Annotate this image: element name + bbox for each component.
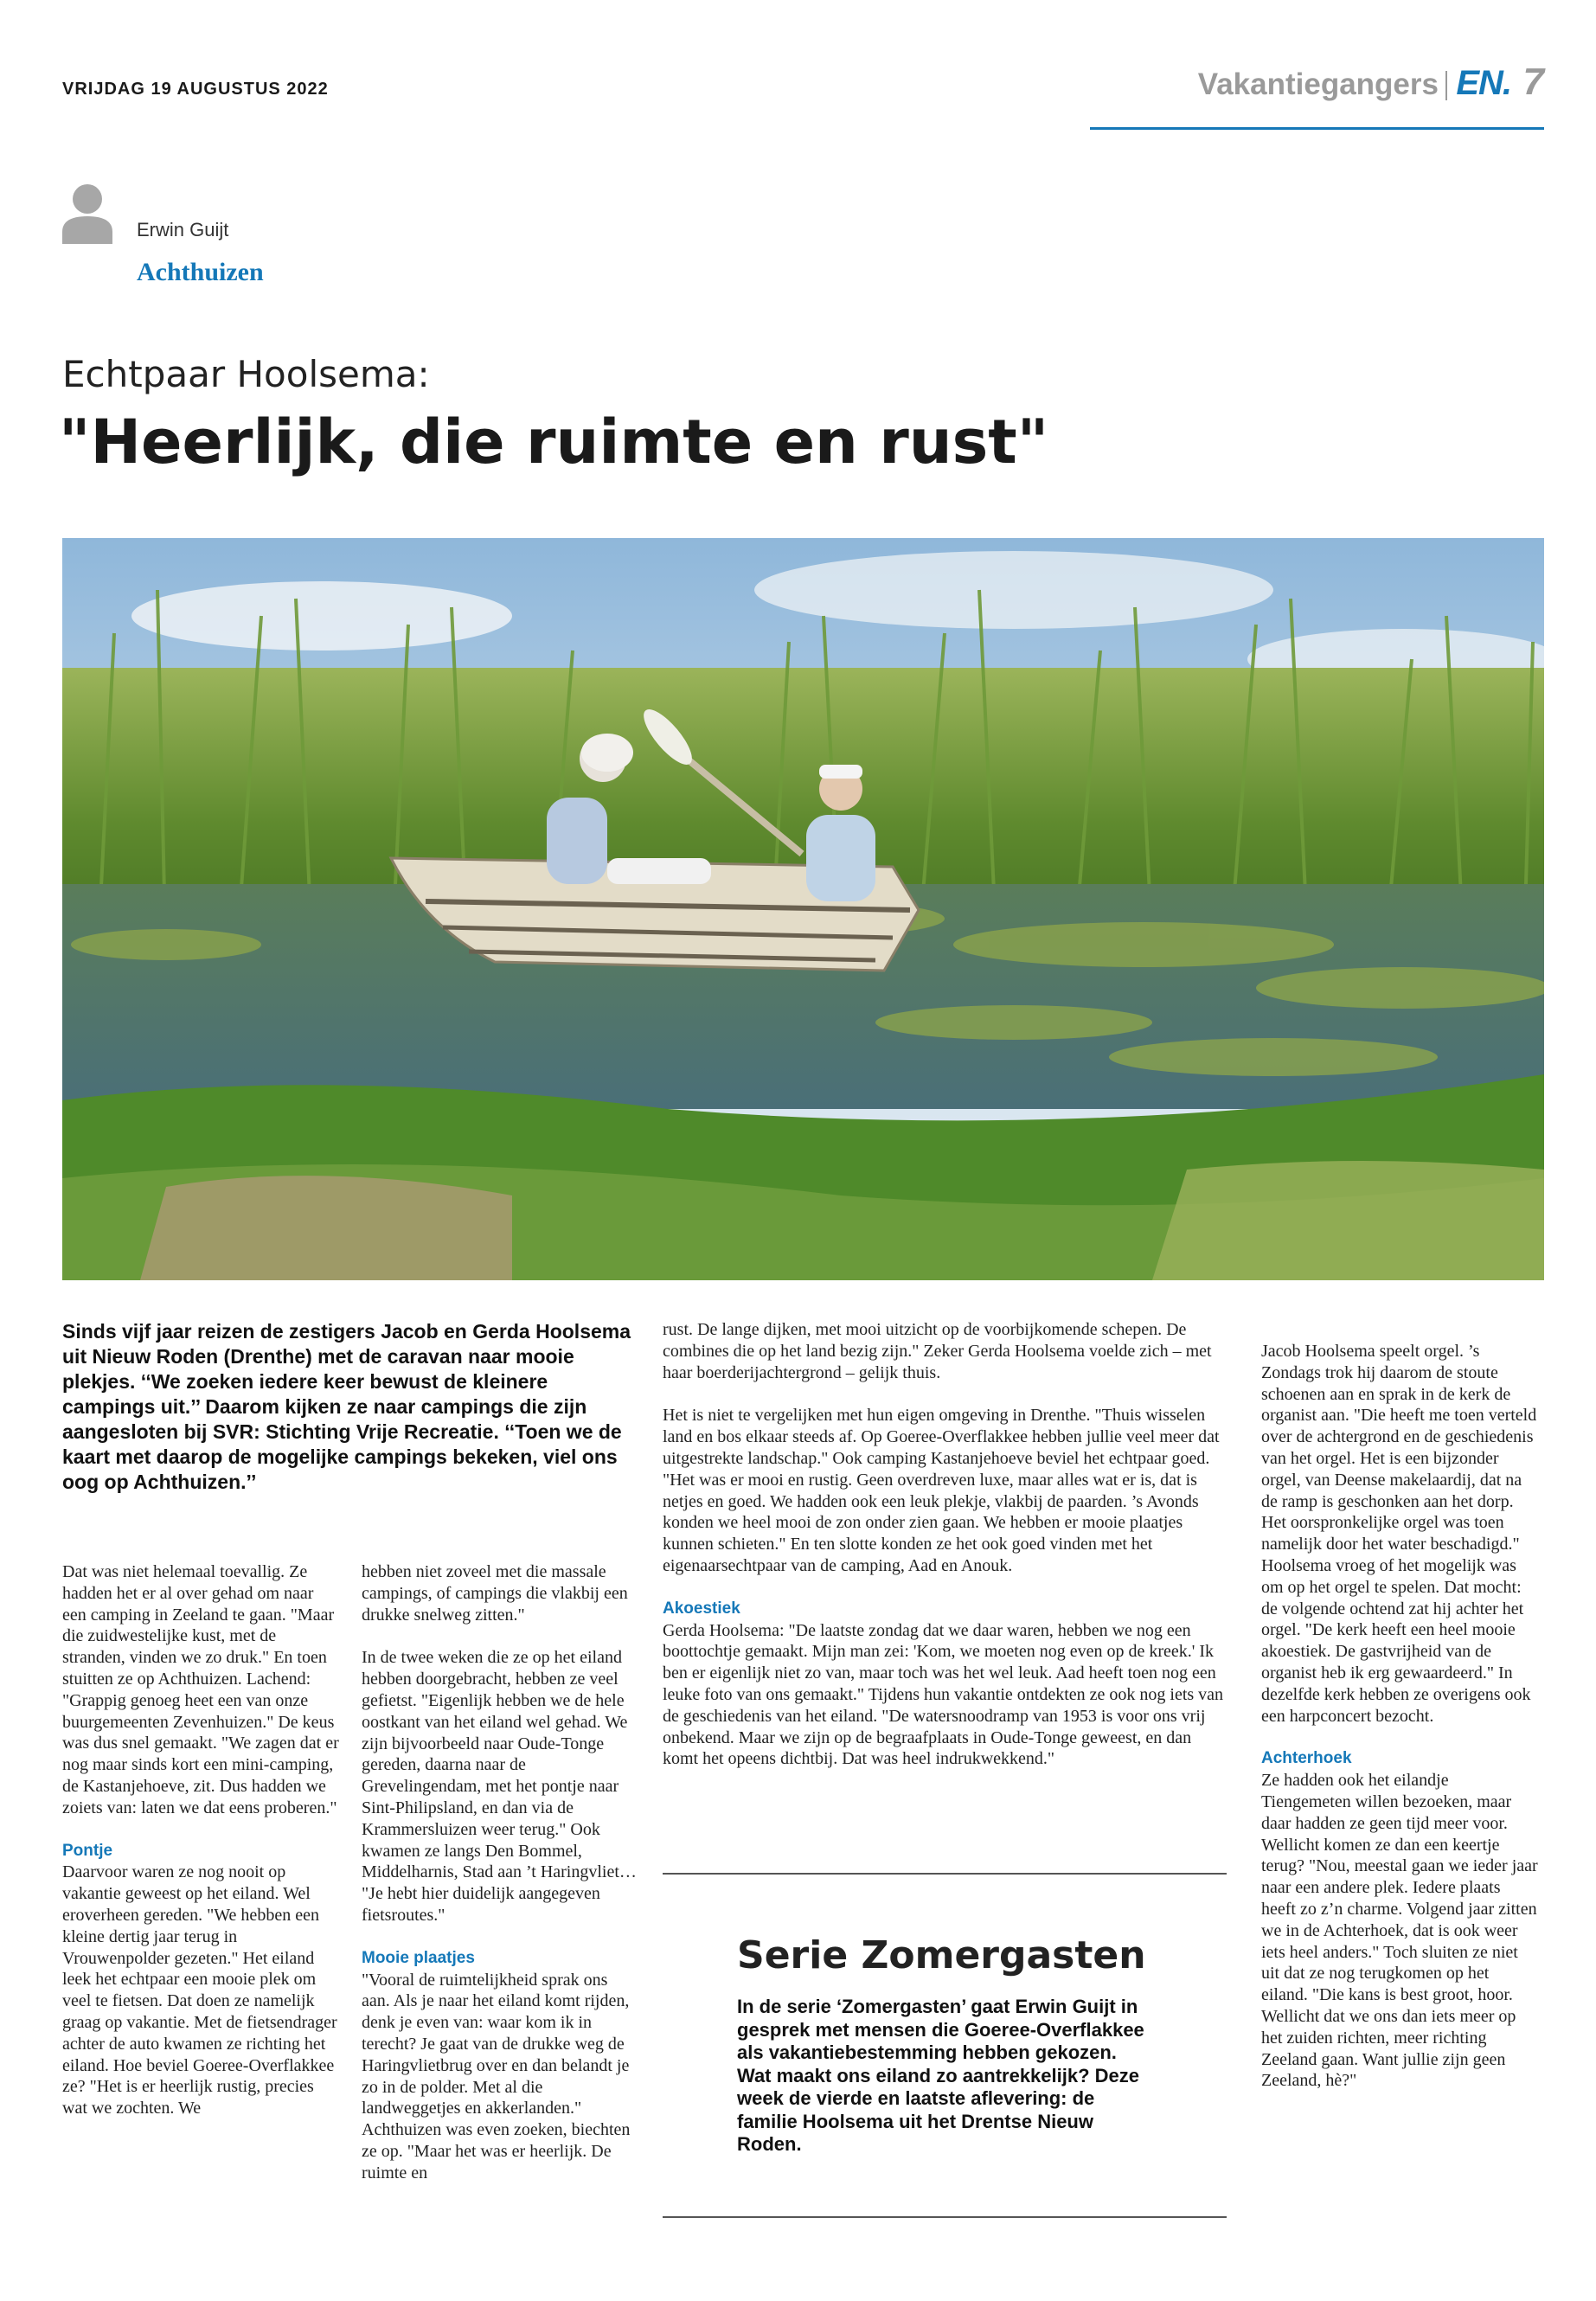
article-column-2 <box>362 1561 638 2206</box>
article-photo <box>62 538 1544 1280</box>
box-top-rule <box>663 1873 1227 1875</box>
headline: "Heerlijk, die ruimte en rust" <box>59 407 1049 478</box>
paragraph: "Vooral de ruimtelijkheid sprak ons aan. Als je naar het eiland komt rijden, denk je even van: waar kom ik in terecht? Je gaat van de drukke weg de Haringvlietbrug over en dan belandt je zo in de polder. Met al die landweggetjes en akkerlanden." Achthuizen was even zoeken, biechten ze op. "Maar het was er heerlijk. De ruimte en <box>362 1970 631 2182</box>
series-description: In de serie ‘Zomergasten’ gaat Erwin Guijt in gesprek met mensen die Goeree-Overflakkee als vakantiebestemming hebben gekozen. Wat maakt ons eiland zo aantrekkelijk? Deze week de vierde en laatste aflevering: de familie Hoolsema uit het Drentse Nieuw Roden. <box>737 1996 1144 2155</box>
series-title: Serie Zomergasten <box>737 1933 1146 1977</box>
article-column-3 <box>663 1319 1225 1791</box>
subheading: Pontje <box>62 1841 113 1860</box>
header-separator <box>1445 71 1447 100</box>
article-intro: Sinds vijf jaar reizen de zestigers Jacob en Gerda Hoolsema uit Nieuw Roden (Drenthe) met de caravan naar mooie plekjes. ‘‘We zoeken iedere keer bewust de kleinere campings uit.’’ Daarom kijken ze naar campings die zijn aangesloten bij SVR: Stichting Vrije Recreatie. ‘‘Toen we de kaart met daarop de mogelijke campings bekeken, viel ons oog op Achthuizen.’’ <box>62 1320 631 1493</box>
article-column-4 <box>1261 1341 1538 2113</box>
paragraph: Gerda Hoolsema: "De laatste zondag dat we daar waren, hebben we nog een boottochtje gemaakt. Mijn man zei: 'Kom, we moeten nog even op de kreek.' Ik ben er eigenlijk niet zo van, maar toch was het wel leuk. Aad heeft toen nog een leuke foto van ons gemaakt." Tijdens hun vakantie ontdekten ze ook nog iets van de geschiedenis van het eiland. "De watersnoodramp van 1953 is voor ons vrij onbekend. Maar we zijn op de begraafplaats in Oude-Tonge geweest, en dan komt het opeens dichtbij. Dat was heel indrukwekkend." <box>663 1620 1224 1769</box>
paragraph: Dat was niet helemaal toevallig. Ze hadden het er al over gehad om naar een camping in Zeeland te gaan. "Maar die zuidwestelijke kust, met de stranden, vinden we zo druk." En toen stuitten ze op Achthuizen. Lachend: "Grappig genoeg heet een van onze buurgemeenten Zevenhuizen." De keus was dus snel gemaakt. "We zagen dat er nog maar sinds kort een mini-camping, de Kastanjehoeve, zit. Dus hadden we zoiets van: laten we dat eens proberen." <box>62 1562 339 1817</box>
issue-date: VRIJDAG 19 AUGUSTUS 2022 <box>62 80 329 99</box>
paragraph: rust. De lange dijken, met mooi uitzicht op de voorbijkomende schepen. De combines die op het land bezig zijn." Zeker Gerda Hoolsema voelde zich – met haar boerderijachtergrond – gelijk thuis. <box>663 1320 1212 1382</box>
newspaper-logo: EN. <box>1456 64 1511 102</box>
headline-kicker: Echtpaar Hoolsema: <box>62 353 430 395</box>
section-name: Vakantiegangers <box>1197 67 1439 101</box>
subheading: Achterhoek <box>1261 1749 1352 1768</box>
paragraph: Ze hadden ook het eilandje Tiengemeten willen bezoeken, maar daar hadden ze geen tijd meer voor. Wellicht komen ze dan een keertje terug? "Nou, meestal gaan we ieder jaar naar een andere plek. Iedere plaats heeft zo z’n charme. Volgend jaar zitten we in de Achterhoek, dat is ook weer iets heel anders." Toch sluiten ze niet uit dat ze nog terugkomen op het eiland. "Die kans is best groot, hoor. Wellicht dat we ons dan iets meer op het zuiden richten, meer richting Zeeland gaan. Want jullie zijn geen Zeeland, hè?" <box>1261 1771 1538 2091</box>
paragraph: Jacob Hoolsema speelt orgel. ’s Zondags trok hij daarom de stoute schoenen aan en sprak in de kerk de organist aan. "Die heeft me toen verteld over de achtergrond en de geschiedenis van het orgel. Het is een bijzonder orgel, van Deense makelaardij, dat na de ramp is geschonken aan het dorp. Het oorspronkelijke orgel was toen namelijk door het water beschadigd." Hoolsema vroeg of het mogelijk was om op het orgel te spelen. Dat mocht: de volgende ochtend zat hij achter het orgel. "De kerk heeft een heel mooie akoestiek. De gastvrijheid van de organist heb ik erg gewaardeerd." In dezelfde kerk hebben ze overigens ook een harpconcert bezocht. <box>1261 1342 1537 1726</box>
author-name: Erwin Guijt <box>137 219 229 240</box>
paragraph: In de twee weken die ze op het eiland hebben doorgebracht, hebben ze veel gefietst. "Eigenlijk hebben we de hele oostkant van het eiland wel gehad. We zijn bijvoorbeeld naar Oude-Tonge gereden, daarna naar de Grevelingendam, met het pontje naar Sint-Philipsland, en dan via de Krammersluizen weer terug." Ook kwamen ze langs Den Bommel, Middelharnis, Stad aan ’t Haringvliet… "Je hebt hier duidelijk aangegeven fietsroutes." <box>362 1648 637 1925</box>
dateline-location: Achthuizen <box>137 258 264 286</box>
header-rule <box>1090 127 1544 130</box>
paragraph: Daarvoor waren ze nog nooit op vakantie geweest op het eiland. Wel eroverheen gereden. "We hebben een kleine dertig jaar terug in Vrouwenpolder gezeten." Het eiland leek het echtpaar een mooie plek om veel te fietsen. Dat doen ze namelijk graag op vakantie. Met de fietsendrager achter de auto kwamen ze richting het eiland. Hoe beviel Goeree-Overflakkee ze? "Het is er heerlijk rustig, precies wat we zochten. We <box>62 1862 337 2118</box>
paragraph: Het is niet te vergelijken met hun eigen omgeving in Drenthe. "Thuis wisselen land en bos elkaar steeds af. Op Goeree-Overflakkee hebben jullie veel meer dat uitgestrekte landschap." Ook camping Kastanjehoeve beviel het echtpaar goed. "Het was er mooi en rustig. Geen overdreven luxe, maar alles wat er is, dat is netjes en goed. We hadden ook een leuk plekje, vlakbij de paarden. ’s Avonds konden we heel mooi de zon onder zien gaan. We hebben er mooie plaatjes kunnen schieten." En ten slotte konden ze het ook goed vinden met het eigenaarsechtpaar van de camping, Aad en Anouk. <box>663 1406 1220 1575</box>
box-bottom-rule <box>663 2216 1227 2218</box>
subheading: Mooie plaatjes <box>362 1948 475 1967</box>
paragraph: hebben niet zoveel met die massale campings, of campings die vlakbij een drukke snelweg zitten." <box>362 1562 628 1625</box>
page-number: 7 <box>1522 61 1544 103</box>
person-silhouette-icon <box>62 182 112 244</box>
article-column-1 <box>62 1561 339 2141</box>
subheading: Akoestiek <box>663 1599 740 1618</box>
